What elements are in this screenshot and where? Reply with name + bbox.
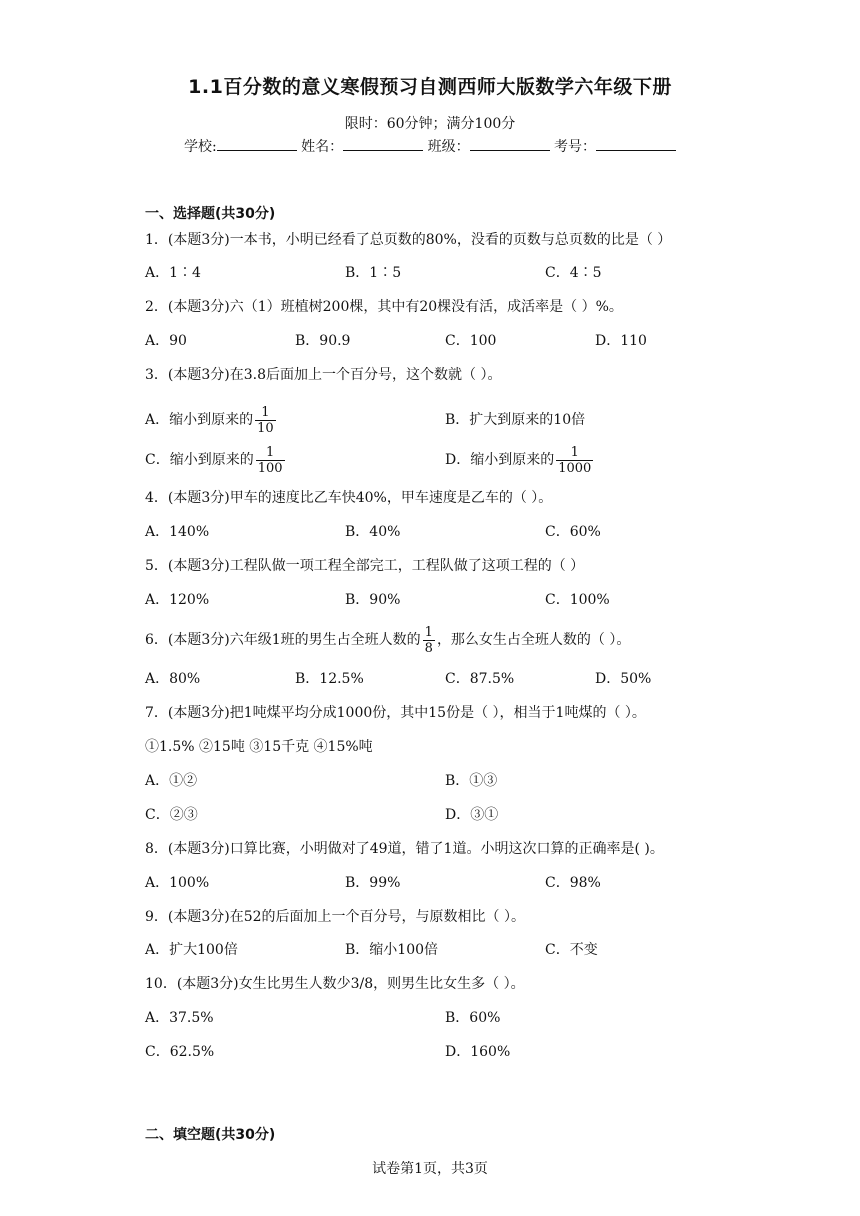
option-d[interactable]: D．160% [445, 1044, 511, 1060]
question-9: 9．(本题3分)在52的后面加上一个百分号，与原数相比（ ）。 [145, 909, 526, 925]
question-9-options [145, 940, 765, 960]
option-c[interactable]: C．4∶5 [545, 265, 602, 281]
name-blank[interactable] [343, 136, 423, 151]
option-d[interactable]: D．110 [595, 333, 647, 349]
fraction-one-thousandth [556, 445, 593, 476]
question-1: 1．(本题3分)一本书，小明已经看了总页数的80%，没看的页数与总页数的比是（ ） [145, 232, 672, 248]
fraction-numerator: 1 [424, 624, 433, 640]
option-b[interactable]: B．90% [345, 592, 401, 608]
question-4: 4．(本题3分)甲车的速度比乙车快40%，甲车速度是乙车的（ ）。 [145, 490, 553, 506]
school-blank[interactable] [217, 136, 297, 151]
option-a[interactable]: A．①② [145, 773, 198, 789]
fraction-denominator: 100 [257, 460, 283, 476]
option-b[interactable]: B．90.9 [295, 333, 351, 349]
section-title-choice: 一、选择题(共30分) [145, 206, 276, 222]
question-5-options [145, 590, 765, 610]
question-6-text-start: 6．(本题3分)六年级1班的男生占全班人数的 [145, 632, 421, 648]
option-b[interactable]: B．①③ [445, 773, 498, 789]
question-2-options [145, 331, 765, 351]
option-a[interactable] [145, 403, 278, 437]
question-3: 3．(本题3分)在3.8后面加上一个百分号，这个数就（ ）。 [145, 367, 502, 383]
option-a[interactable]: A．90 [145, 333, 187, 349]
fraction-denominator: 10 [257, 420, 274, 436]
question-7: 7．(本题3分)把1吨煤平均分成1000份，其中15份是（ ），相当于1吨煤的（ ）。 [145, 705, 646, 721]
option-a[interactable]: A．80% [145, 671, 201, 687]
question-6-options [145, 669, 765, 689]
page-footer: 试卷第1页，共3页 [372, 1161, 488, 1177]
option-c[interactable]: C．不变 [545, 942, 598, 958]
fraction-one-hundredth [256, 445, 285, 476]
option-c[interactable] [145, 443, 287, 477]
option-a-label: A．缩小到原来的 [145, 412, 254, 428]
question-5: 5．(本题3分)工程队做一项工程全部完工，工程队做了这项工程的（ ） [145, 558, 585, 574]
time-limit: 限时：60分钟；满分100分 [344, 116, 516, 132]
student-info-line [0, 136, 860, 156]
question-2: 2．(本题3分)六（1）班植树200棵，其中有20棵没有活，成活率是（ ）%。 [145, 299, 623, 315]
fraction-numerator: 1 [255, 405, 276, 421]
school-label: 学校: [183, 139, 217, 155]
name-label: 姓名： [301, 139, 344, 155]
option-c[interactable]: C．60% [545, 524, 601, 540]
class-label: 班级： [427, 139, 470, 155]
question-10: 10．(本题3分)女生比男生人数少3/8，则男生比女生多（ ）。 [145, 976, 525, 992]
fraction-numerator: 1 [556, 445, 593, 461]
option-c[interactable]: C．100% [545, 592, 610, 608]
option-c[interactable]: C．62.5% [145, 1044, 215, 1060]
option-a[interactable]: A．37.5% [145, 1010, 214, 1026]
class-blank[interactable] [470, 136, 550, 151]
option-b[interactable]: B．12.5% [295, 671, 364, 687]
fraction-denominator: 1000 [558, 460, 592, 476]
option-b[interactable]: B．扩大到原来的10倍 [445, 412, 586, 428]
question-8: 8．(本题3分)口算比赛，小明做对了49道，错了1道。小明这次口算的正确率是( )。 [145, 841, 664, 857]
option-d-label: D．缩小到原来的 [445, 452, 555, 468]
question-3-options-ab [145, 403, 765, 437]
question-10-options-cd [145, 1042, 765, 1062]
question-7-options-cd [145, 805, 765, 825]
question-3-options-cd [145, 443, 765, 477]
question-1-options [145, 263, 765, 283]
option-d[interactable]: D．③① [445, 807, 499, 823]
exam-no-label: 考号： [554, 139, 597, 155]
fraction-numerator: 1 [256, 445, 285, 461]
question-4-options [145, 522, 765, 542]
option-c-label: C．缩小到原来的 [145, 452, 254, 468]
option-d[interactable]: D．50% [595, 671, 652, 687]
fraction-denominator: 8 [424, 640, 433, 656]
option-a[interactable]: A．100% [145, 875, 210, 891]
option-a[interactable]: A．扩大100倍 [145, 942, 238, 958]
option-b[interactable]: B．99% [345, 875, 401, 891]
option-c[interactable]: C．98% [545, 875, 601, 891]
option-a[interactable]: A．120% [145, 592, 210, 608]
fraction-one-eighth [423, 625, 435, 656]
question-8-options [145, 873, 765, 893]
question-6 [145, 622, 785, 658]
question-6-text-end: ，那么女生占全班人数的（ ）。 [436, 632, 631, 648]
option-d[interactable] [445, 443, 595, 477]
option-a[interactable]: A．140% [145, 524, 210, 540]
question-7-options-ab [145, 771, 765, 791]
question-7-choices: ①1.5% ②15吨 ③15千克 ④15%吨 [145, 739, 373, 755]
section-title-fill-blank: 二、填空题(共30分) [145, 1127, 276, 1143]
option-b[interactable]: B．60% [445, 1010, 501, 1026]
option-b[interactable]: B．缩小100倍 [345, 942, 439, 958]
option-c[interactable]: C．100 [445, 333, 497, 349]
option-c[interactable]: C．87.5% [445, 671, 515, 687]
option-c[interactable]: C．②③ [145, 807, 198, 823]
option-b[interactable]: B．40% [345, 524, 401, 540]
option-a[interactable]: A．1∶4 [145, 265, 201, 281]
option-b[interactable]: B．1∶5 [345, 265, 402, 281]
question-10-options-ab [145, 1008, 765, 1028]
fraction-one-tenth [255, 405, 276, 436]
page-title: 1.1百分数的意义寒假预习自测西师大版数学六年级下册 [188, 76, 672, 98]
exam-no-blank[interactable] [596, 136, 676, 151]
